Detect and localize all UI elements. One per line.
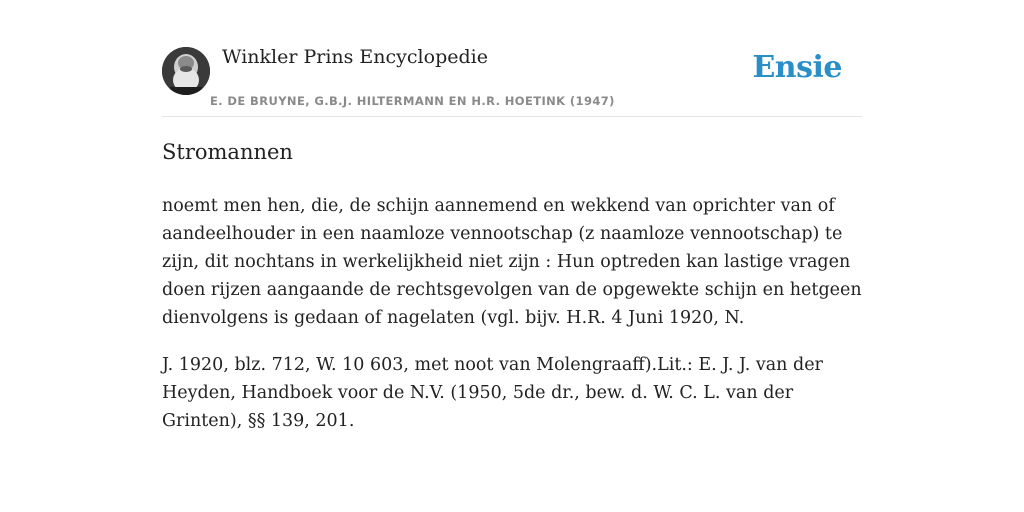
ensie-logo[interactable]: Ensie bbox=[752, 50, 842, 85]
portrait-image bbox=[162, 47, 210, 95]
article-body bbox=[162, 192, 862, 454]
header bbox=[162, 44, 862, 117]
article-paragraph-1: noemt men hen, die, de schijn aannemend en wekkend van oprichter van of aandeelhouder in een naamloze vennootschap (z naamloze vennootschap) te zijn, dit nochtans in werkelijkheid niet zijn : Hun optreden kan lastige vragen doen rijzen aangaande de rechtsgevolgen van de opgewekte schijn en hetgeen dienvolgens is gedaan of nagelaten (vgl. bijv. H.R. 4 Juni 1920, N. bbox=[162, 196, 862, 328]
encyclopedia-title[interactable]: Winkler Prins Encyclopedie bbox=[222, 46, 488, 68]
author-avatar[interactable] bbox=[162, 47, 210, 95]
article-title: Stromannen bbox=[162, 140, 293, 164]
article-paragraph-2: J. 1920, blz. 712, W. 10 603, met noot van Molengraaff).Lit.: E. J. J. van der Heyden, Handboek voor de N.V. (1950, 5de dr., bew. d. W. C. L. van der Grinten), §§ 139, 201. bbox=[162, 355, 823, 431]
authors-line: E. DE BRUYNE, G.B.J. HILTERMANN EN H.R. HOETINK (1947) bbox=[210, 94, 615, 108]
